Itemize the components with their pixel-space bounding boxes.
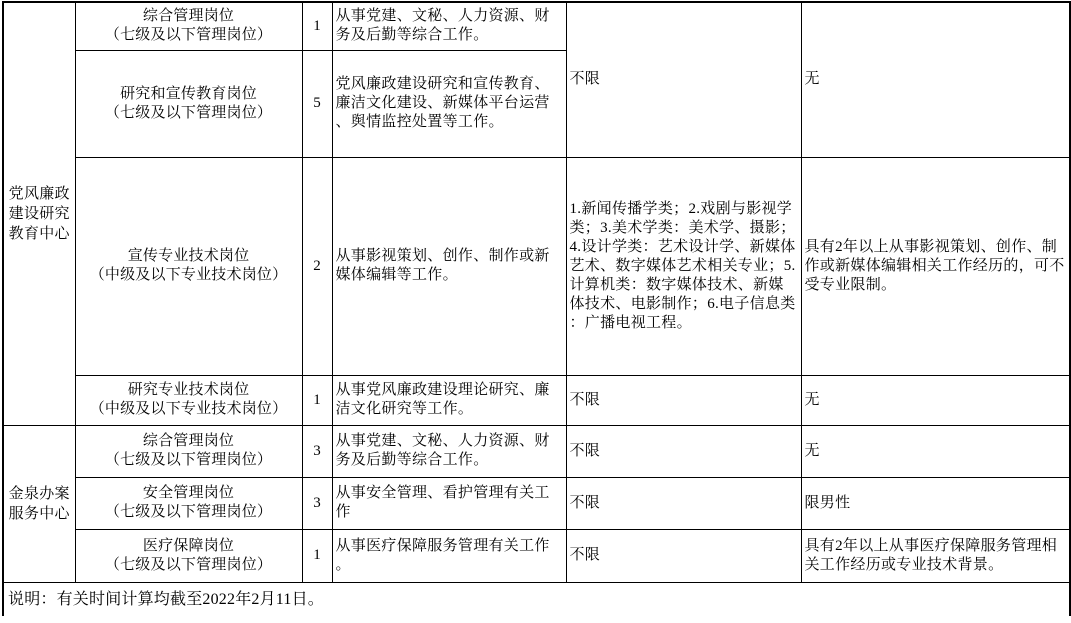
major-cell: 不限	[566, 375, 801, 425]
table-row	[3, 477, 1070, 529]
position-name: 研究和宣传教育岗位	[120, 85, 257, 102]
major-cell: 1.新闻传播学类；2.戏剧与影视学类；3.美术学类：美术学、摄影；4.设计学类：艺术设计学、新媒体艺术、数字媒体艺术相关专业；5.计算机类：数字媒体技术、新媒体技术、电影制作；6.电子信息类：广播电视工程。	[566, 157, 801, 375]
position-grade: （七级及以下管理岗位）	[104, 452, 273, 468]
table-row	[3, 375, 1070, 425]
position-grade: （七级及以下管理岗位）	[104, 27, 273, 44]
duties-cell: 从事党建、文秘、人力资源、财务及后勤等综合工作。	[332, 425, 566, 477]
position-grade: （中级及以下专业技术岗位）	[89, 401, 288, 417]
position-cell	[75, 375, 302, 425]
duties-cell: 党风廉政建设研究和宣传教育、廉洁文化建设、新媒体平台运营、舆情监控处置等工作。	[332, 50, 566, 157]
position-grade: （七级及以下管理岗位）	[104, 556, 273, 573]
position-cell	[75, 425, 302, 477]
position-name: 研究专业技术岗位	[127, 382, 250, 398]
count-cell: 3	[302, 425, 332, 477]
position-cell	[75, 529, 302, 582]
other-requirements-cell: 无	[801, 2, 1070, 157]
duties-cell: 从事党风廉政建设理论研究、廉洁文化研究等工作。	[332, 375, 566, 425]
position-name: 宣传专业技术岗位	[127, 248, 250, 264]
unit-cell: 党风廉政建设研究教育中心	[3, 2, 75, 425]
major-cell: 不限	[566, 477, 801, 529]
table-row	[3, 157, 1070, 375]
other-requirements-cell: 限男性	[801, 477, 1070, 529]
duties-cell: 从事安全管理、看护管理有关工作	[332, 477, 566, 529]
position-grade: （中级及以下专业技术岗位）	[89, 267, 288, 283]
count-cell: 1	[302, 529, 332, 582]
table-row	[3, 529, 1070, 582]
position-name: 医疗保障岗位	[142, 537, 235, 554]
count-cell: 2	[302, 157, 332, 375]
other-requirements-cell: 无	[801, 425, 1070, 477]
position-cell	[75, 2, 302, 50]
count-cell: 5	[302, 50, 332, 157]
count-cell: 1	[302, 2, 332, 50]
other-requirements-cell: 无	[801, 375, 1070, 425]
count-cell: 3	[302, 477, 332, 529]
position-grade: （七级及以下管理岗位）	[104, 104, 273, 121]
note-cell: 说明：有关时间计算均截至2022年2月11日。	[3, 582, 1070, 616]
position-cell	[75, 50, 302, 157]
major-cell: 不限	[566, 529, 801, 582]
position-table	[2, 1, 1071, 616]
other-requirements-cell: 具有2年以上从事影视策划、创作、制作或新媒体编辑相关工作经历的，可不受专业限制。	[801, 157, 1070, 375]
other-requirements-cell: 具有2年以上从事医疗保障服务管理相关工作经历或专业技术背景。	[801, 529, 1070, 582]
major-cell: 不限	[566, 2, 801, 157]
duties-cell: 从事党建、文秘、人力资源、财务及后勤等综合工作。	[332, 2, 566, 50]
position-name: 安全管理岗位	[142, 485, 235, 501]
table-row	[3, 425, 1070, 477]
position-cell	[75, 157, 302, 375]
position-name: 综合管理岗位	[142, 433, 235, 449]
major-cell: 不限	[566, 425, 801, 477]
position-name: 综合管理岗位	[142, 8, 235, 25]
count-cell: 1	[302, 375, 332, 425]
table-row	[3, 2, 1070, 50]
position-grade: （七级及以下管理岗位）	[104, 504, 273, 520]
duties-cell: 从事影视策划、创作、制作或新媒体编辑等工作。	[332, 157, 566, 375]
unit-cell: 金泉办案服务中心	[3, 425, 75, 582]
position-cell	[75, 477, 302, 529]
recruitment-table-document	[0, 1, 1071, 623]
note-row	[3, 582, 1070, 616]
duties-cell: 从事医疗保障服务管理有关工作。	[332, 529, 566, 582]
